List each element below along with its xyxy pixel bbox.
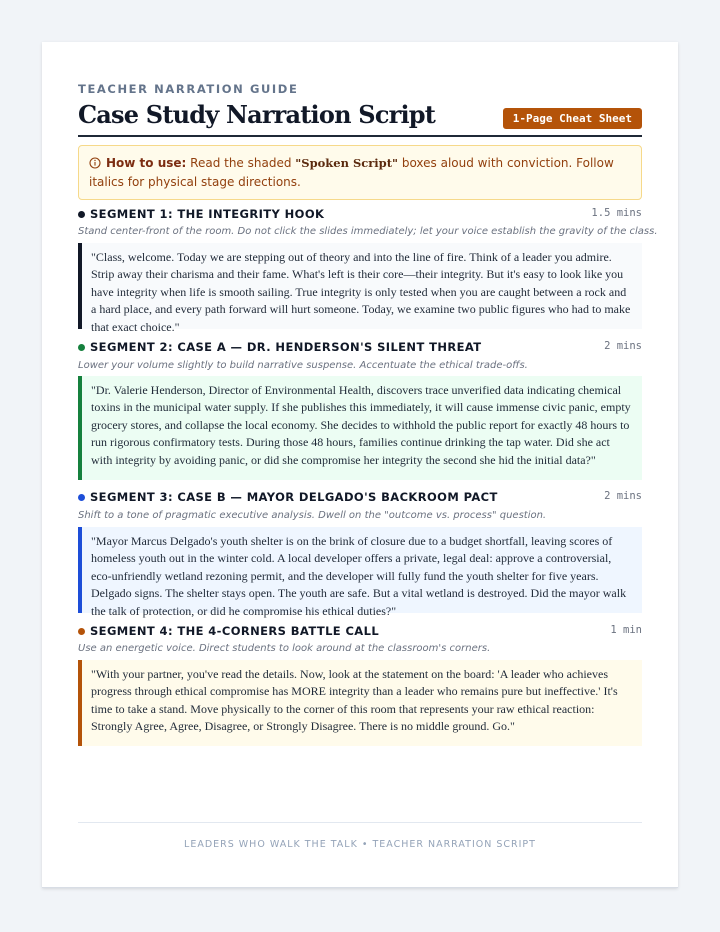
segment-3-title: SEGMENT 3: CASE B — MAYOR DELGADO'S BACKROOM PACT	[90, 490, 498, 504]
segment-2-header	[78, 340, 642, 356]
segment-2-duration: 2 mins	[604, 340, 642, 352]
spoken-script-keyword: "Spoken Script"	[295, 156, 399, 170]
footer: LEADERS WHO WALK THE TALK • TEACHER NARRATION SCRIPT	[184, 839, 536, 850]
cheat-sheet-badge: 1-Page Cheat Sheet	[503, 108, 642, 129]
footer-divider	[78, 822, 642, 823]
header-divider	[78, 135, 642, 137]
segment-3-dot	[78, 494, 85, 501]
segment-3-header	[78, 490, 642, 506]
segment-4-direction: Use an energetic voice. Direct students to look around at the classroom's corners.	[78, 643, 491, 654]
how-to-text-1: Read the shaded	[186, 156, 296, 170]
segment-1-header	[78, 207, 642, 223]
segment-1-dot	[78, 211, 85, 218]
segment-1-script: "Class, welcome. Today we are stepping out of theory and into the line of fire. Think of a leader you admire. Strip away their charisma and their fame. What's left is their core—their integrity. But it's easy to look like you have integrity when life is smooth sailing. True integrity is only tested when you are caught between a rock and a hard place, and every path forward will hurt someone. Today, we examine two public figures who had to make that exact choice."	[78, 243, 642, 329]
page-content	[78, 42, 658, 887]
segment-2-script: "Dr. Valerie Henderson, Director of Environmental Health, discovers trace unverified data indicating chemical toxins in the municipal water supply. If she publishes this immediately, it will cause immense civic panic, empty grocery stores, and collapse the local economy. She decides to withhold the public report for exactly 48 hours to run rigorous confirmatory tests. During those 48 hours, families continue drinking the tap water. Did she act with integrity by avoiding panic, or did she compromise her integrity the second she hid the initial data?"	[78, 376, 642, 480]
segment-2-title: SEGMENT 2: CASE A — DR. HENDERSON'S SILENT THREAT	[90, 340, 482, 354]
segment-3-direction: Shift to a tone of pragmatic executive analysis. Dwell on the "outcome vs. process" question.	[78, 510, 547, 521]
segment-4-dot	[78, 628, 85, 635]
segment-1-direction: Stand center-front of the room. Do not click the slides immediately; let your voice establish the gravity of the class.	[78, 226, 658, 237]
eyebrow: TEACHER NARRATION GUIDE	[78, 82, 299, 96]
segment-4-script: "With your partner, you've read the details. Now, look at the statement on the board: 'A leader who achieves progress through ethical compromise has MORE integrity than a leader who remains pure but ineffective.' It's time to take a stand. Move physically to the corner of this room that represents your raw ethical reaction: Strongly Agree, Agree, Disagree, or Strongly Disagree. There is no middle ground. Go."	[78, 660, 642, 746]
segment-1-title: SEGMENT 1: THE INTEGRITY HOOK	[90, 207, 325, 221]
segment-4-header	[78, 624, 642, 640]
segment-4-title: SEGMENT 4: THE 4-CORNERS BATTLE CALL	[90, 624, 380, 638]
page	[42, 42, 678, 888]
how-to-callout	[78, 145, 642, 200]
segment-2-dot	[78, 344, 85, 351]
segment-3-script: "Mayor Marcus Delgado's youth shelter is on the brink of closure due to a budget shortfall, leaving scores of homeless youth out in the winter cold. A local developer offers a private, legal deal: approve a controversial, eco-unfriendly wetland rezoning permit, and the developer will fully fund the youth shelter for five years. Delgado signs. The shelter stays open. The youth are safe. But a vital wetland is destroyed. Did the mayor walk the talk of protection, or did he compromise his ethical duties?"	[78, 527, 642, 613]
segment-1-duration: 1.5 mins	[591, 207, 642, 219]
segment-3-duration: 2 mins	[604, 490, 642, 502]
how-to-text-2: boxes aloud with conviction. Follow italics for physical stage directions.	[89, 156, 614, 189]
info-icon	[89, 156, 101, 168]
segment-4-duration: 1 min	[610, 624, 642, 636]
page-title: Case Study Narration Script	[78, 100, 436, 129]
segment-2-direction: Lower your volume slightly to build narrative suspense. Accentuate the ethical trade-offs.	[78, 360, 528, 371]
how-to-label: How to use:	[106, 156, 187, 170]
